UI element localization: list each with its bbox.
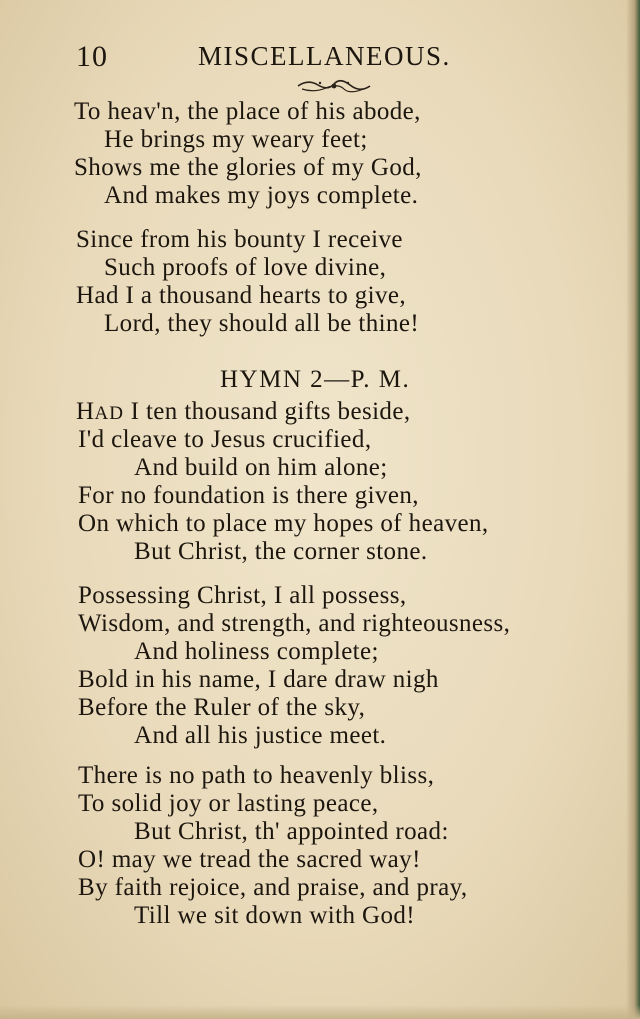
first-line-text: I ten thousand gifts beside, — [123, 398, 411, 425]
hymn-first-line — [76, 398, 410, 428]
stanza-line: Wisdom, and strength, and righteousness, — [78, 610, 511, 637]
decorative-ornament — [296, 76, 372, 96]
stanza-line: And build on him alone; — [134, 454, 388, 481]
stanza-line: O! may we tread the sacred way! — [78, 846, 421, 873]
stanza-line: There is no path to heavenly bliss, — [78, 762, 435, 789]
verse-line: Had I a thousand hearts to give, — [76, 282, 407, 309]
stanza-line: To solid joy or lasting peace, — [78, 790, 379, 817]
running-head: MISCELLANEOUS. — [198, 41, 451, 71]
drop-initial: H — [76, 398, 95, 425]
stanza-line: I'd cleave to Jesus crucified, — [78, 426, 372, 453]
verse-line: Lord, they should all be thine! — [104, 310, 420, 337]
stanza-line: Till we sit down with God! — [134, 902, 416, 929]
page-bottom-shadow — [0, 1005, 640, 1019]
verse-line: Such proofs of love divine, — [104, 254, 387, 281]
verse-line: Shows me the glories of my God, — [74, 154, 422, 181]
stanza-line: By faith rejoice, and praise, and pray, — [78, 874, 468, 901]
verse-line: Since from his bounty I receive — [76, 226, 403, 253]
stanza-line: On which to place my hopes of heaven, — [78, 510, 489, 537]
verse-line: And makes my joys complete. — [104, 182, 419, 209]
page-header — [72, 36, 482, 76]
verse-line: To heav'n, the place of his abode, — [74, 98, 421, 125]
small-caps-word: AD — [94, 403, 124, 424]
page-edge-shadow — [626, 0, 640, 1019]
stanza-line: And all his justice meet. — [134, 722, 387, 749]
stanza-line: Before the Ruler of the sky, — [78, 694, 366, 721]
stanza-line: But Christ, th' appointed road: — [134, 818, 449, 845]
stanza-line: For no foundation is there given, — [78, 482, 419, 509]
stanza-line: And holiness complete; — [134, 638, 379, 665]
stanza-line: Possessing Christ, I all possess, — [78, 582, 407, 609]
verse-line: He brings my weary feet; — [104, 126, 368, 153]
page-number: 10 — [76, 40, 108, 73]
stanza-line: Bold in his name, I dare draw nigh — [78, 666, 439, 693]
stanza-line: But Christ, the corner stone. — [134, 538, 428, 565]
hymn-title: HYMN 2—P. M. — [220, 366, 411, 393]
